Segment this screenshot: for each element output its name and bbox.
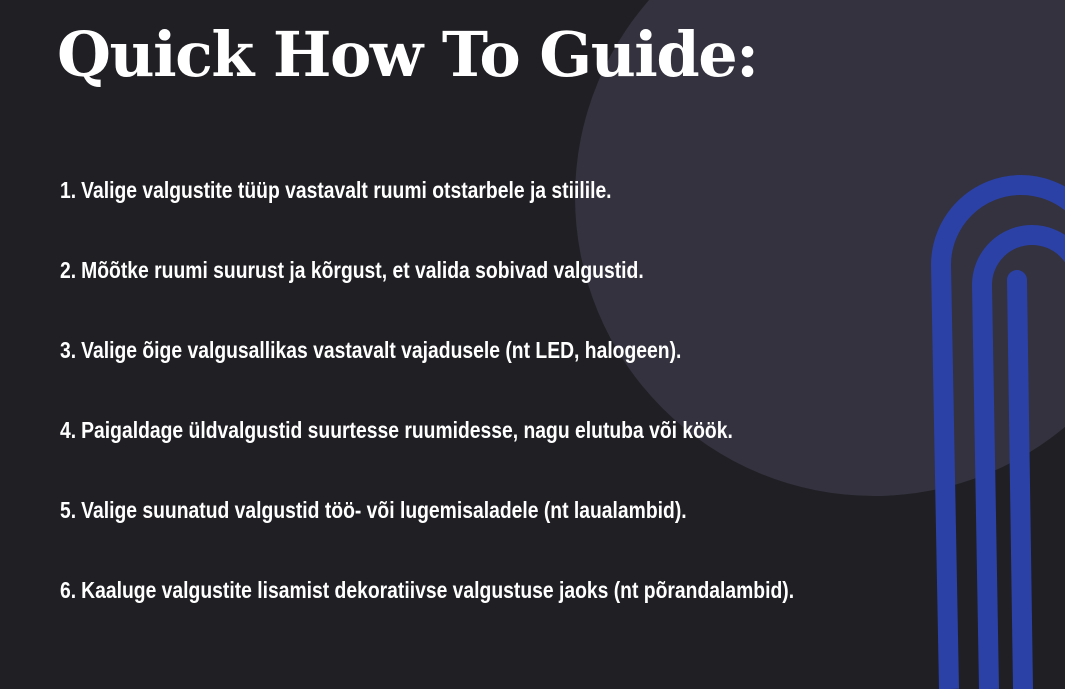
step-text: Valige valgustite tüüp vastavalt ruumi otstarbele ja stiilile.	[81, 176, 612, 203]
outer-arch	[941, 185, 1065, 689]
step-item	[60, 550, 794, 630]
step-number: 4.	[60, 416, 77, 443]
step-number: 3.	[60, 336, 77, 363]
step-text: Mõõtke ruumi suurust ja kõrgust, et valida sobivad valgustid.	[81, 256, 644, 283]
step-number: 2.	[60, 256, 77, 283]
step-item	[60, 150, 794, 230]
step-item	[60, 310, 794, 390]
step-item	[60, 470, 794, 550]
step-item	[60, 390, 794, 470]
step-number: 6.	[60, 576, 77, 603]
step-text: Valige õige valgusallikas vastavalt vajadusele (nt LED, halogeen).	[81, 336, 682, 363]
step-text: Valige suunatud valgustid töö- või lugemisaladele (nt laualambid).	[81, 496, 687, 523]
step-number: 5.	[60, 496, 77, 523]
step-number: 1.	[60, 176, 77, 203]
page-title: Quick How To Guide:	[57, 18, 758, 91]
step-text: Kaaluge valgustite lisamist dekoratiivse valgustuse jaoks (nt põrandalambid).	[81, 576, 795, 603]
steps-list	[60, 150, 934, 630]
inner-arch	[1017, 280, 1023, 689]
step-text: Paigaldage üldvalgustid suurtesse ruumidesse, nagu elutuba või köök.	[81, 416, 733, 443]
step-item	[60, 230, 794, 310]
